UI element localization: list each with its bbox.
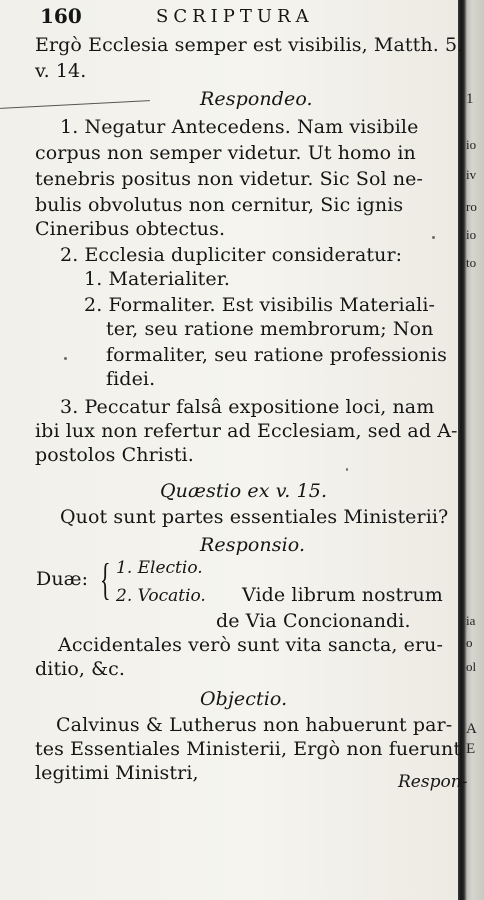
edge-glyph: ia bbox=[466, 613, 476, 628]
text-line: 2. Ecclesia dupliciter consideratur: bbox=[60, 244, 403, 266]
text-line: 1. Negatur Antecedens. Nam visibile bbox=[60, 116, 419, 138]
edge-glyph: E bbox=[466, 741, 476, 757]
text-line: Ergò Ecclesia semper est visibilis, Matth. 5. bbox=[35, 34, 464, 56]
text-line: Vide librum nostrum bbox=[242, 584, 443, 606]
running-head: SCRIPTURA bbox=[156, 6, 314, 27]
edge-glyph: io bbox=[466, 137, 477, 152]
text-line: Accidentales verò sunt vita sancta, eru- bbox=[58, 634, 444, 656]
paper-speck bbox=[346, 468, 348, 471]
catchword: Respon- bbox=[398, 772, 468, 792]
text-line: ditio, &c. bbox=[35, 658, 126, 680]
text-line: Cineribus obtectus. bbox=[35, 218, 226, 240]
edge-glyph: 1 bbox=[466, 91, 474, 107]
edge-glyph: ol bbox=[466, 659, 477, 674]
section-heading: Responsio. bbox=[200, 534, 306, 556]
facing-page-edge bbox=[458, 0, 484, 900]
text-line: fidei. bbox=[106, 368, 156, 390]
edge-glyph: io bbox=[466, 227, 477, 242]
answer-item: 1. Electio. bbox=[116, 558, 203, 578]
text-line: formaliter, seu ratione professionis bbox=[106, 344, 447, 366]
text-line: legitimi Ministri, bbox=[35, 762, 199, 784]
text-line: 3. Peccatur falsâ expositione loci, nam bbox=[60, 396, 435, 418]
text-line: de Via Concionandi. bbox=[216, 610, 411, 632]
text-line: 2. Formaliter. Est visibilis Materiali- bbox=[84, 294, 436, 316]
answer-item: 2. Vocatio. bbox=[116, 586, 206, 606]
text-line: Calvinus & Lutherus non habuerunt par- bbox=[56, 714, 453, 736]
text-line: corpus non semper videtur. Ut homo in bbox=[35, 142, 416, 164]
text-line: tes Essentiales Ministerii, Ergò non fuerunt bbox=[35, 738, 462, 760]
paper-speck bbox=[432, 236, 435, 239]
section-heading: Objectio. bbox=[200, 688, 288, 710]
section-heading: Respondeo. bbox=[200, 88, 313, 110]
section-heading: Quæstio ex v. 15. bbox=[160, 480, 328, 502]
text-line: ibi lux non refertur ad Ecclesiam, sed ad A- bbox=[35, 420, 458, 442]
edge-glyph: ro bbox=[466, 199, 477, 214]
text-line: tenebris positus non videtur. Sic Sol ne- bbox=[35, 168, 424, 190]
brace-glyph: { bbox=[100, 555, 111, 604]
page-number: 160 bbox=[40, 4, 82, 28]
edge-glyph: iv bbox=[466, 167, 477, 182]
text-line: ter, seu ratione membrorum; Non bbox=[106, 318, 434, 340]
text-line: postolos Christi. bbox=[35, 444, 194, 466]
text-line: Quot sunt partes essentiales Ministerii? bbox=[60, 506, 449, 528]
paper-speck bbox=[64, 357, 67, 360]
edge-glyph: A bbox=[466, 721, 477, 737]
text-line: 1. Materialiter. bbox=[84, 268, 230, 290]
edge-glyph: o bbox=[466, 635, 473, 650]
answer-label: Duæ: bbox=[36, 568, 89, 590]
edge-glyph: to bbox=[466, 255, 477, 270]
text-line: bulis obvolutus non cernitur, Sic ignis bbox=[35, 194, 404, 216]
text-line: v. 14. bbox=[35, 60, 87, 82]
